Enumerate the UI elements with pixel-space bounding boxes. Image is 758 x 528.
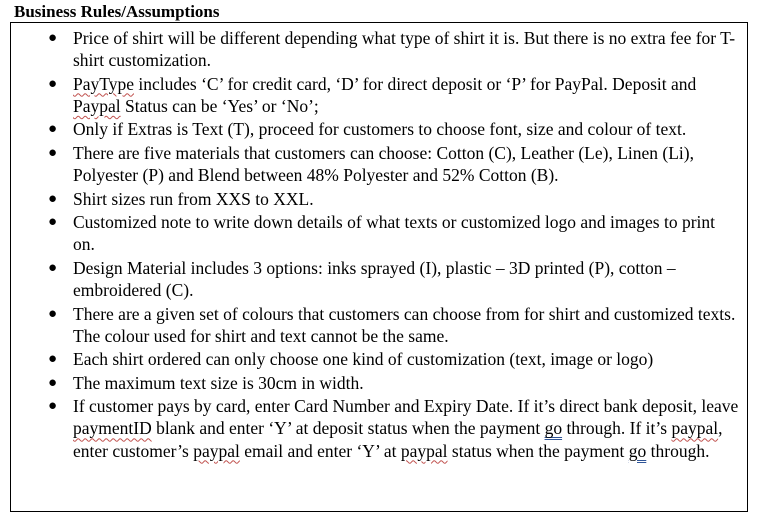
- spelling-flag: PayType: [73, 73, 134, 94]
- list-item: [11, 118, 747, 140]
- list-item: [11, 395, 747, 462]
- rules-list: [11, 23, 747, 462]
- list-item: [11, 188, 747, 210]
- grammar-flag: go: [544, 418, 563, 439]
- spelling-flag: paymentID: [73, 418, 152, 439]
- bullet-icon: ●: [48, 305, 58, 322]
- bullet-icon: ●: [48, 121, 58, 138]
- list-item: [11, 348, 747, 370]
- rule-text: There are five materials that customers can choose: Cotton (C), Leather (Le), Linen (Li), Polyester (P) and Blend between 48% Polyester and 52% Cotton (B).: [73, 142, 694, 186]
- rule-text: PayType includes ‘C’ for credit card, ‘D’ for direct deposit or ‘P’ for PayPal. Deposit and Paypal Status can be ‘Yes’ or ‘No’;: [73, 73, 697, 116]
- spelling-flag: paypal: [400, 440, 448, 461]
- bullet-icon: ●: [48, 144, 58, 161]
- rule-text: Customized note to write down details of what texts or customized logo and images to print on.: [73, 212, 716, 255]
- rule-text: Design Material includes 3 options: inks sprayed (I), plastic – 3D printed (P), cotton – embroidered (C).: [73, 257, 676, 301]
- bullet-icon: ●: [48, 374, 58, 391]
- rule-text: Only if Extras is Text (T), proceed for customers to choose font, size and colour of text.: [73, 119, 687, 140]
- bullet-icon: ●: [48, 30, 58, 46]
- bullet-icon: ●: [48, 75, 58, 92]
- rule-text: If customer pays by card, enter Card Number and Expiry Date. If it’s direct bank deposit, leave paymentID blank and enter ‘Y’ at deposit status when the payment go through. If it’s paypal, enter customer’s paypal email and enter ‘Y’ at paypal status when the payment go through.: [73, 396, 739, 461]
- bullet-icon: ●: [48, 190, 58, 207]
- rule-text: Shirt sizes run from XXS to XXL.: [73, 188, 314, 209]
- list-item: [11, 27, 747, 71]
- list-item: [11, 73, 747, 117]
- bullet-icon: ●: [48, 351, 58, 368]
- list-item: [11, 372, 747, 394]
- list-item: [11, 257, 747, 301]
- rule-text: The maximum text size is 30cm in width.: [73, 372, 364, 393]
- rule-text: Each shirt ordered can only choose one kind of customization (text, image or logo): [73, 349, 654, 370]
- section-heading: Business Rules/Assumptions: [14, 2, 220, 21]
- rule-text: There are a given set of colours that customers can choose from for shirt and customized texts. The colour used for shirt and text cannot be the same.: [73, 303, 736, 346]
- list-item: [11, 211, 747, 255]
- bullet-icon: ●: [48, 259, 58, 276]
- spelling-flag: paypal: [193, 440, 240, 461]
- rules-box: [10, 22, 748, 512]
- bullet-icon: ●: [48, 398, 58, 415]
- list-item: [11, 142, 747, 186]
- spelling-flag: Paypal: [73, 95, 121, 116]
- spelling-flag: paypal: [671, 418, 719, 439]
- grammar-flag: go: [628, 440, 647, 461]
- bullet-icon: ●: [48, 214, 58, 231]
- rule-text: Price of shirt will be different depending what type of shirt it is. But there is no extra fee for T-shirt customization.: [73, 28, 736, 71]
- list-item: [11, 303, 747, 347]
